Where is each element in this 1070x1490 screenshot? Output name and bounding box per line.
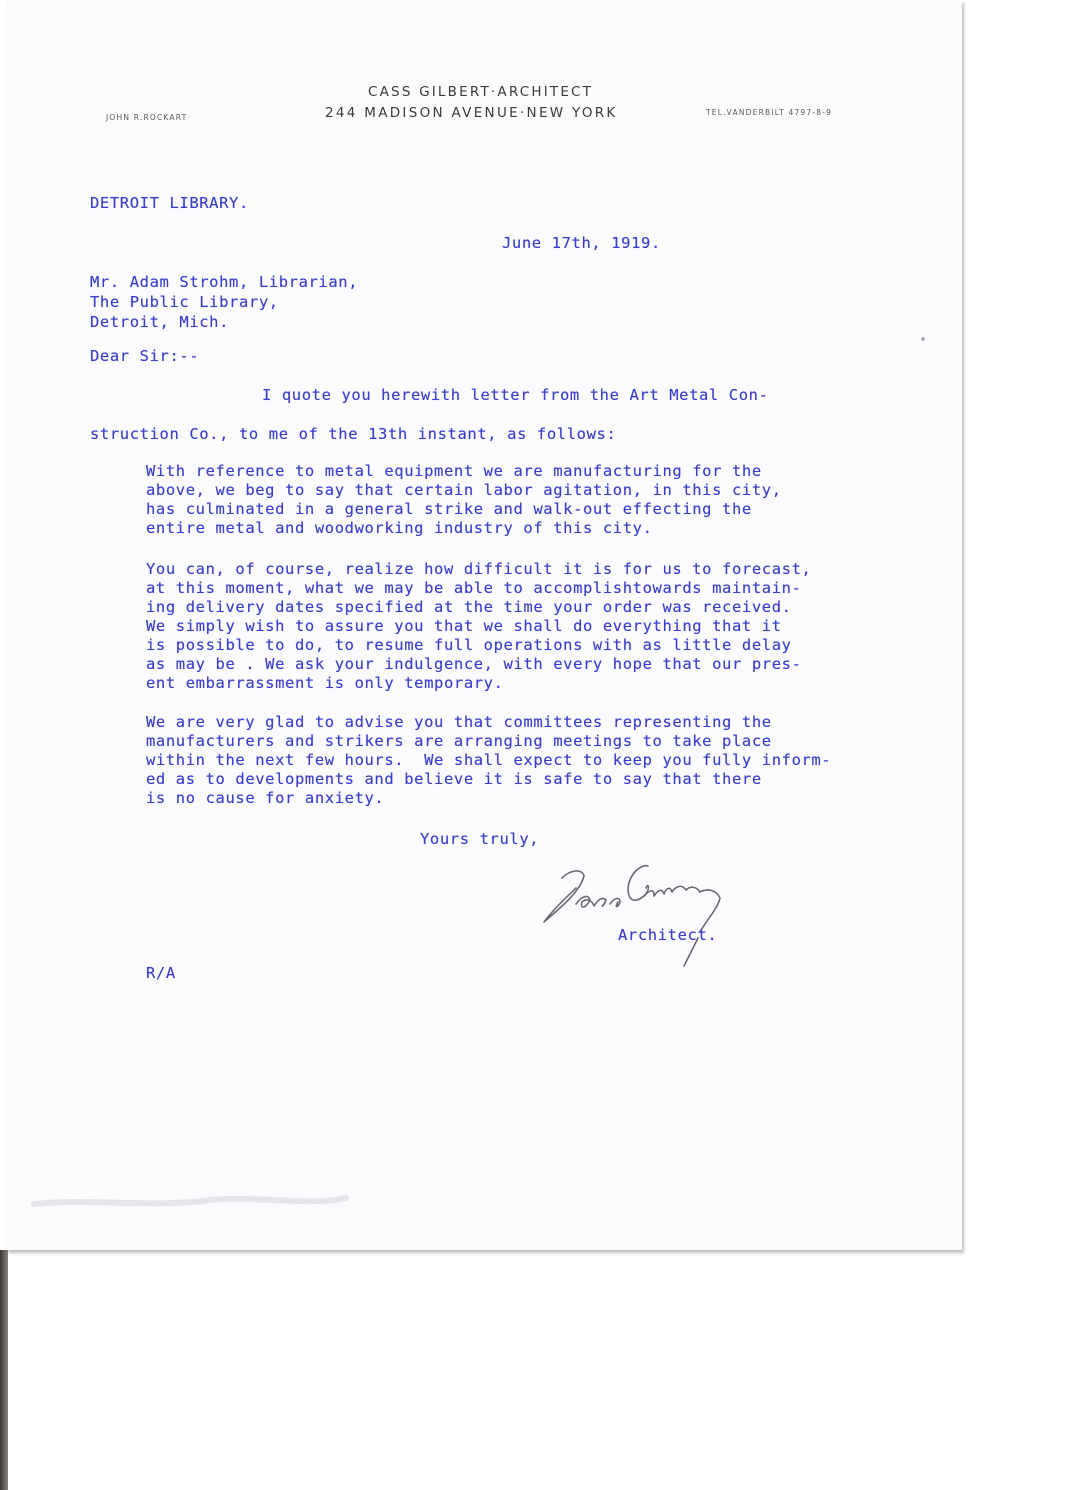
paper-speck [918, 334, 928, 344]
paragraph-line: ent embarrassment is only temporary. [146, 674, 504, 692]
letterhead-associate: JOHN R.ROCKART [106, 113, 188, 122]
handwritten-signature [530, 848, 740, 978]
quoted-paragraph [146, 713, 831, 808]
paragraph-line: as may be . We ask your indulgence, with every hope that our pres- [146, 655, 802, 673]
paragraph-line: We are very glad to advise you that committees representing the [146, 713, 772, 731]
paragraph-line: ed as to developments and believe it is safe to say that there [146, 770, 762, 788]
paragraph-line: above, we beg to say that certain labor agitation, in this city, [146, 481, 782, 499]
signer-title: Architect. [618, 926, 718, 944]
paragraph-line: has culminated in a general strike and walk-out effecting the [146, 500, 752, 518]
paragraph-line: is possible to do, to resume full operations with as little delay [146, 636, 792, 654]
faint-archival-mark [30, 1186, 350, 1216]
paragraph-line: We simply wish to assure you that we shall do everything that it [146, 617, 782, 635]
recipient-line: The Public Library, [90, 293, 279, 311]
quoted-paragraph [146, 560, 811, 693]
quoted-paragraph [146, 462, 782, 538]
salutation: Dear Sir:-- [90, 347, 200, 365]
letterhead-address: 244 MADISON AVENUE·NEW YORK [325, 105, 618, 121]
paragraph-line: ing delivery dates specified at the time your order was received. [146, 598, 792, 616]
paragraph-line: You can, of course, realize how difficult it is for us to forecast, [146, 560, 812, 578]
intro-line: I quote you herewith letter from the Art Metal Con- [262, 386, 769, 404]
paragraph-line: at this moment, what we may be able to accomplishtowards maintain- [146, 579, 802, 597]
recipient-line: Detroit, Mich. [90, 313, 230, 331]
letter-heading: DETROIT LIBRARY. [90, 194, 249, 212]
typist-initials: R/A [146, 964, 176, 982]
recipient-line: Mr. Adam Strohm, Librarian, [90, 273, 359, 291]
paragraph-line: With reference to metal equipment we are manufacturing for the [146, 462, 762, 480]
letter-date: June 17th, 1919. [502, 234, 661, 252]
recipient-address [90, 272, 358, 332]
backing-board [8, 1252, 1070, 1490]
intro-line: struction Co., to me of the 13th instant, as follows: [90, 425, 617, 443]
closing: Yours truly, [420, 830, 540, 848]
backing-edge [0, 1250, 8, 1490]
paragraph-line: within the next few hours. We shall expect to keep you fully inform- [146, 751, 832, 769]
letterhead-telephone: TEL.VANDERBILT 4797-8-9 [706, 108, 833, 117]
paragraph-line: manufacturers and strikers are arranging meetings to take place [146, 732, 772, 750]
paragraph-line: is no cause for anxiety. [146, 789, 385, 807]
paragraph-line: entire metal and woodworking industry of this city. [146, 519, 653, 537]
letterhead-firm: CASS GILBERT·ARCHITECT [368, 84, 594, 100]
